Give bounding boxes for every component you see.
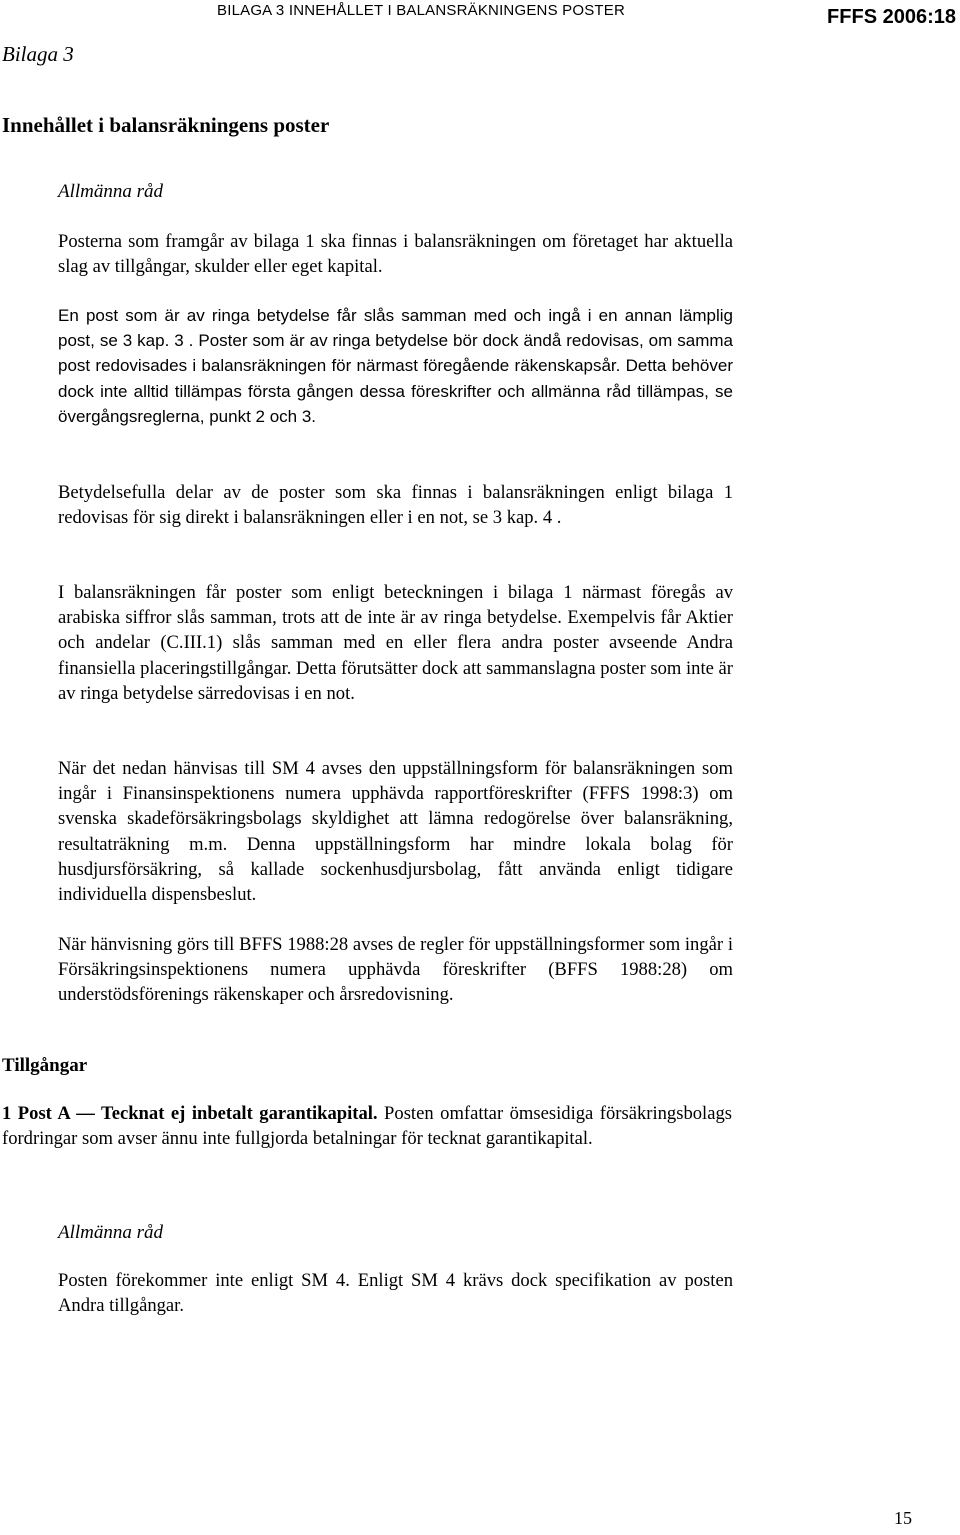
document-id: FFFS 2006:18 [827,6,956,28]
section-heading: Tillgångar [2,1055,88,1076]
advice-paragraph: En post som är av ringa betydelse får slås samman med och ingå i en annan lämplig post, se 3 kap. 3 . Poster som är av ringa betydelse bör dock ändå redovisas, om samma post redovisades i balansräkningen för närmast föregående räkenskapsår. Detta behöver dock inte alltid tillämpas första gången dessa föreskrifter och allmänna råd tillämpas, se övergångsreglerna, punkt 2 och 3. [58,306,733,426]
page-number: 15 [894,1508,912,1528]
appendix-label: Bilaga 3 [2,42,74,66]
advice-paragraph: När hänvisning görs till BFFS 1988:28 avses de regler för uppställningsformer som ingår i Försäkringsinspektionens numera upphävda föreskrifter (BFFS 1988:28) om understödsförenings räkenskaper och årsredovisning. [58,934,733,1006]
post-text: Posten omfattar ömsesidiga försäkringsbolags fordringar som avser ännu inte fullgjorda betalningar för tecknat garantikapital. [2,1103,732,1150]
advice-paragraph: I balansräkningen får poster som enligt beteckningen i bilaga 1 närmast föregås av arabiska siffror slås samman, trots att de inte är av ringa betydelse. Exempelvis får Aktier och andelar (C.III.1) slås samman med en eller flera andra poster avseende Andra finansiella placeringstillgångar. Detta förutsätter dock att sammanslagna poster som inte är av ringa betydelse särredovisas i en not. [58,582,733,704]
general-advice-heading: Allmänna råd [58,181,164,202]
advice-paragraph: Betydelsefulla delar av de poster som ska finnas i balansräkningen enligt bilaga 1 redovisas för sig direkt i balansräkningen eller i en not, se 3 kap. 4 . [58,482,733,529]
advice-paragraph: Posterna som framgår av bilaga 1 ska finnas i balansräkningen om företaget har aktuella slag av tillgångar, skulder eller eget kapital. [58,231,733,278]
general-advice-heading: Allmänna råd [58,1222,164,1243]
post-description [2,1101,732,1151]
advice-paragraph: När det nedan hänvisas till SM 4 avses den uppställningsform för balansräkningen som ingår i Finansinspektionens numera upphävda rapportföreskrifter (FFFS 1998:3) om svenska skadeförsäkringsbolags skyldighet att lämna redogörelse över balansräkning, resultaträkning m.m. Denna uppställningsform har mindre lokala bolag för husdjursförsäkring, så kallade sockenhusdjursbolag, fått använda enligt tidigare individuella dispensbeslut. [58,758,733,906]
page-title: Innehållet i balansräkningens poster [2,113,330,137]
running-header: BILAGA 3 INNEHÅLLET I BALANSRÄKNINGENS POSTER [217,2,626,19]
advice-paragraph: Posten förekommer inte enligt SM 4. Enligt SM 4 krävs dock specifikation av posten Andra tillgångar. [58,1270,733,1317]
post-title: 1 Post A — Tecknat ej inbetalt garantikapital. [2,1103,378,1124]
